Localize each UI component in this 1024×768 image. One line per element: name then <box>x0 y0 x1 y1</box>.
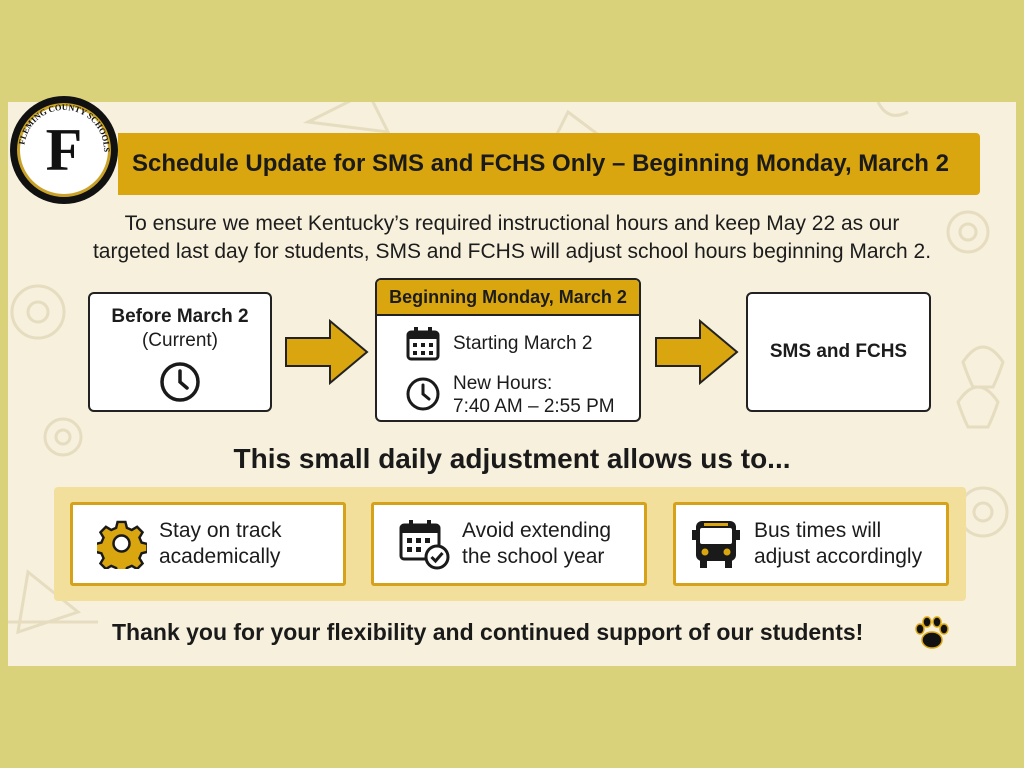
benefit-line-1: Stay on track <box>159 519 282 542</box>
benefit-card <box>673 502 949 586</box>
target-label: SMS and FCHS <box>769 341 908 362</box>
section-heading: This small daily adjustment allows us to... <box>233 443 791 474</box>
title-banner <box>118 133 980 195</box>
arrow-right-icon <box>284 318 370 386</box>
hours-value: 7:40 AM – 2:55 PM <box>453 396 615 417</box>
benefit-line-2: adjust accordingly <box>754 545 923 568</box>
gear-icon <box>97 519 147 569</box>
benefit-line-2: the school year <box>462 545 605 568</box>
logo-letter: F <box>45 117 83 183</box>
start-row <box>405 326 592 362</box>
benefit-line-1: Avoid extending <box>462 519 612 542</box>
arrow-right-icon <box>654 318 740 386</box>
hours-row <box>405 372 615 418</box>
benefit-line-2: academically <box>159 545 281 568</box>
new-schedule-box <box>375 278 641 422</box>
district-logo <box>10 96 118 204</box>
bus-icon <box>690 518 742 570</box>
clock-icon <box>405 376 441 412</box>
benefit-card <box>70 502 346 586</box>
new-schedule-header: Beginning Monday, March 2 <box>377 280 639 316</box>
calendar-check-icon <box>398 518 450 570</box>
benefit-line-1: Bus times will <box>754 519 882 542</box>
target-box <box>746 292 931 412</box>
before-box <box>88 292 272 412</box>
calendar-icon <box>405 326 441 362</box>
hours-label: New Hours: <box>453 373 553 394</box>
intro-text <box>40 210 984 266</box>
svg-text:FLEMING COUNTY SCHOOLS: FLEMING COUNTY SCHOOLS <box>16 101 113 153</box>
thank-you-text: Thank you for your flexibility and continued support of our students! <box>112 619 864 645</box>
page-title: Schedule Update for SMS and FCHS Only – Beginning Monday, March 2 <box>132 150 949 177</box>
logo-core <box>32 118 96 182</box>
clock-icon <box>158 360 202 404</box>
before-title: Before March 2 <box>111 306 249 327</box>
benefit-card <box>371 502 647 586</box>
start-label: Starting March 2 <box>453 333 593 354</box>
intro-line-1: To ensure we meet Kentucky’s required instructional hours and keep May 22 as our <box>124 212 900 235</box>
paw-icon <box>912 613 952 653</box>
before-subtitle: (Current) <box>141 330 218 351</box>
intro-line-2: targeted last day for students, SMS and FCHS will adjust school hours beginning March 2. <box>92 240 932 263</box>
